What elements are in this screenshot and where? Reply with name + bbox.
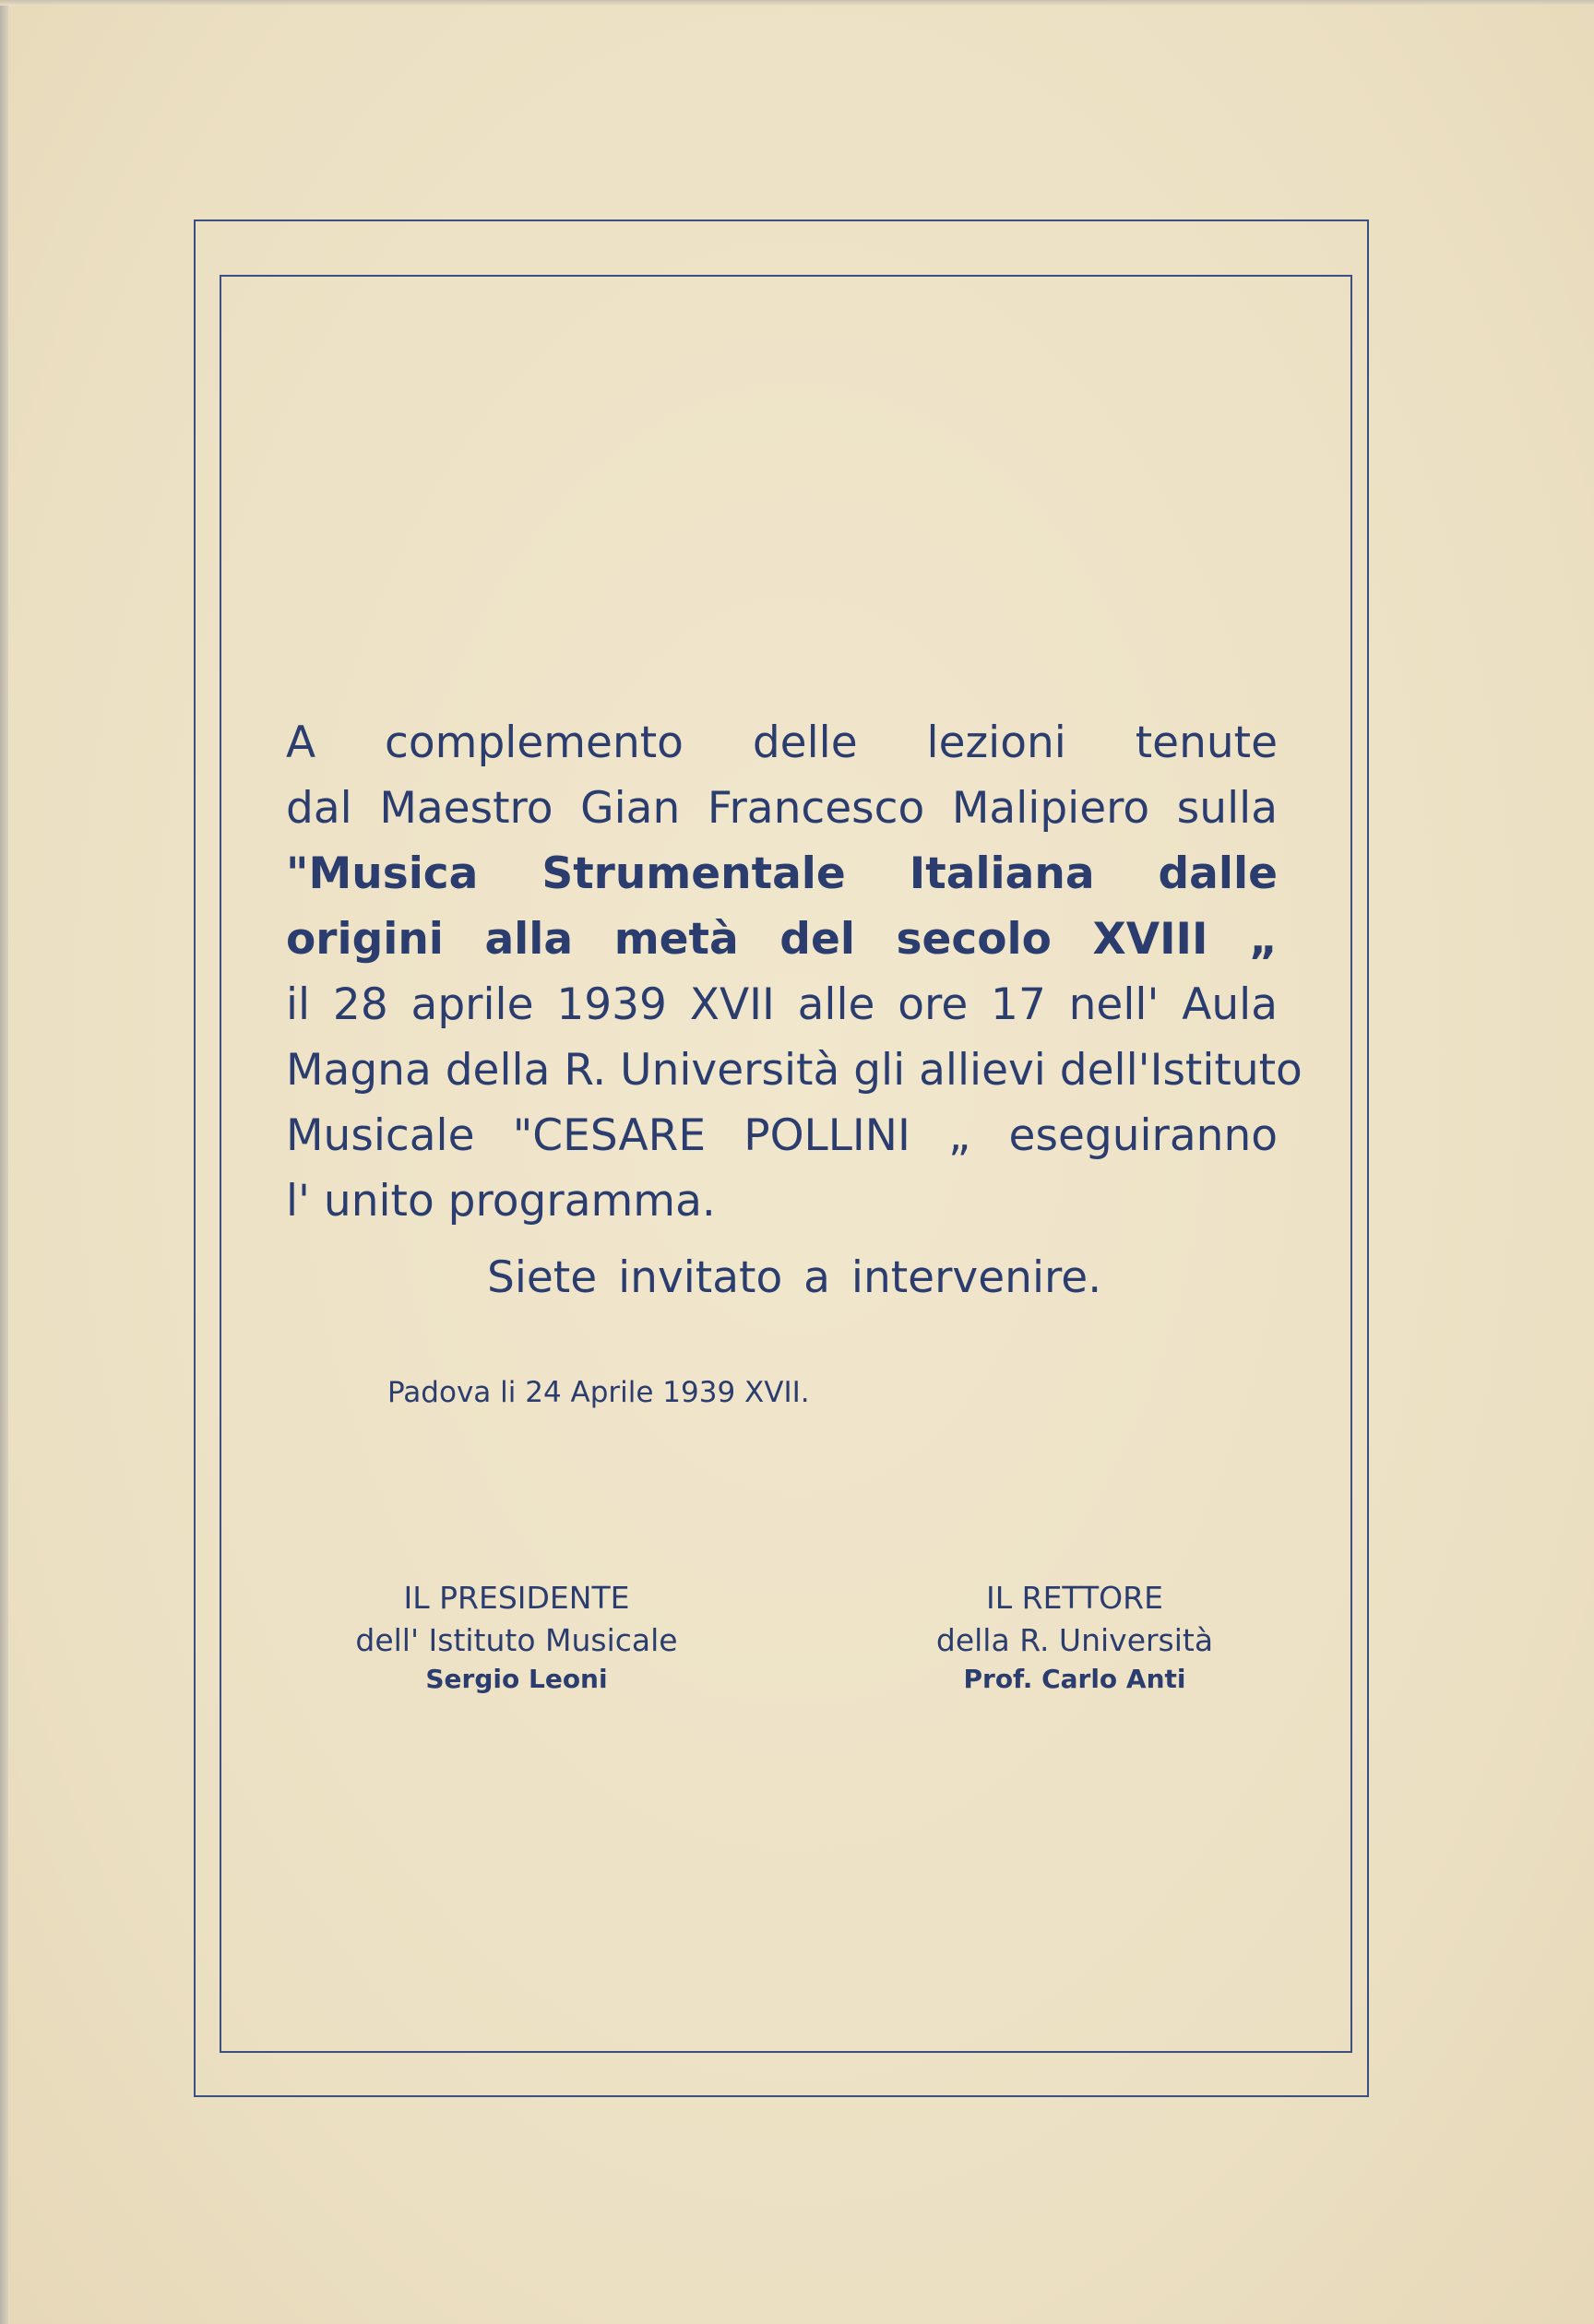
invitation-body: [286, 710, 1303, 1234]
signature-name: Prof. Carlo Anti: [963, 1664, 1186, 1694]
body-line-8: l' unito programma.: [286, 1176, 716, 1227]
signature-rector: [881, 1577, 1268, 1697]
signature-role: dell' Istituto Musicale: [355, 1622, 678, 1658]
body-line-1: A complemento delle lezioni tenute: [286, 717, 1278, 768]
page-left-edge: [0, 0, 8, 2324]
page-top-edge: [0, 0, 1594, 6]
body-line-3: "Musica Strumentale Italiana dalle: [286, 848, 1278, 899]
body-line-4: origini alla metà del secolo XVIII „: [286, 914, 1278, 965]
dateline: Padova li 24 Aprile 1939 XVII.: [387, 1376, 810, 1409]
invite-line: Siete invitato a intervenire.: [487, 1252, 1102, 1303]
signature-title: IL RETTORE: [986, 1580, 1163, 1616]
signature-title: IL PRESIDENTE: [403, 1580, 630, 1616]
body-line-5: il 28 aprile 1939 XVII alle ore 17 nell' Aula: [286, 979, 1278, 1030]
body-line-2: dal Maestro Gian Francesco Malipiero sulla: [286, 783, 1278, 834]
signature-name: Sergio Leoni: [425, 1664, 608, 1694]
body-line-6: Magna della R. Università gli allievi dell'Istituto: [286, 1045, 1303, 1096]
signature-president: [323, 1577, 710, 1697]
signature-role: della R. Università: [935, 1622, 1214, 1658]
body-line-7: Musicale "CESARE POLLINI „ eseguiranno: [286, 1110, 1278, 1161]
